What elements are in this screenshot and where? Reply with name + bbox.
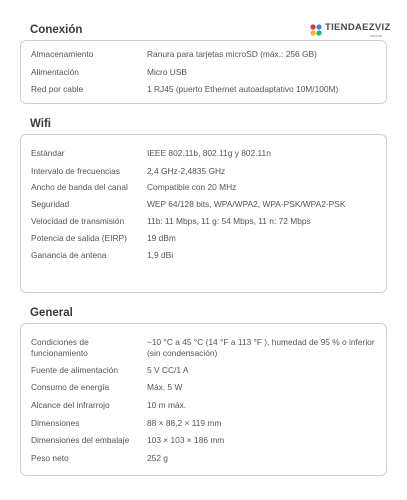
- section-title-general: General: [30, 307, 73, 319]
- spec-value: −10 °C a 45 °C (14 °F a 113 °F ), humedad de 95 % o inferior (sin condensación): [147, 337, 375, 358]
- spec-label: Potencia de salida (EIRP): [31, 233, 127, 243]
- spec-label: Velocidad de transmisión: [31, 216, 125, 226]
- spec-value: 88 × 88,2 × 119 mm: [147, 418, 222, 428]
- spec-label: Ganancia de antena: [31, 250, 107, 260]
- spec-label: Dimensiones del embalaje: [31, 435, 130, 445]
- spec-value: Máx. 5 W: [147, 382, 183, 392]
- spec-label: Alcance del infrarrojo: [31, 400, 110, 410]
- spec-label: Condiciones de funcionamiento: [31, 337, 89, 358]
- spec-label: Consumo de energía: [31, 382, 110, 392]
- section-box-general: [20, 323, 387, 476]
- spec-value: WEP 64/128 bits, WPA/WPA2, WPA-PSK/WPA2-PSK: [147, 199, 346, 209]
- brand-logo: [309, 21, 389, 39]
- spec-label: Alimentación: [31, 67, 79, 77]
- spec-label: Fuente de alimentación: [31, 365, 119, 375]
- spec-value: 5 V CC/1 A: [147, 365, 189, 375]
- spec-value: IEEE 802.11b, 802.11g y 802.11n: [147, 148, 271, 158]
- spec-label: Intervalo de frecuencias: [31, 166, 120, 176]
- spec-row: [31, 337, 376, 359]
- spec-value: 2,4 GHz-2,4835 GHz: [147, 166, 226, 176]
- brand-logo-icon: [309, 23, 323, 37]
- spec-label: Dimensiones: [31, 418, 80, 428]
- spec-value: Micro USB: [147, 67, 188, 77]
- section-title-wifi: Wifi: [30, 118, 51, 130]
- spec-label: Peso neto: [31, 453, 69, 463]
- spec-label: Estándar: [31, 148, 65, 158]
- spec-value: 1,9 dBi: [147, 250, 174, 260]
- spec-value: Ranura para tarjetas microSD (máx.: 256 GB): [147, 49, 317, 59]
- spec-value: 1 RJ45 (puerto Ethernet autoadaptativo 10M/100M): [147, 84, 339, 94]
- section-title-conexion: Conexión: [30, 24, 83, 36]
- spec-value: 19 dBm: [147, 233, 176, 243]
- spec-label: Red por cable: [31, 84, 84, 94]
- spec-value: 11b: 11 Mbps, 11 g: 54 Mbps, 11 n: 72 Mbps: [147, 216, 311, 226]
- spec-label: Seguridad: [31, 199, 70, 209]
- spec-value: 103 × 103 × 186 mm: [147, 435, 225, 445]
- spec-value: Compatible con 20 MHz: [147, 182, 237, 192]
- spec-value: 252 g: [147, 453, 168, 463]
- section-box-wifi: [20, 134, 387, 293]
- spec-label: Almacenamiento: [31, 49, 94, 59]
- section-box-conexion: [20, 40, 387, 104]
- brand-sub: .com.ar: [369, 33, 383, 38]
- spec-value: 10 m máx.: [147, 400, 187, 410]
- brand-name: TIENDAEZVIZ: [325, 22, 391, 33]
- spec-label: Ancho de banda del canal: [31, 182, 128, 192]
